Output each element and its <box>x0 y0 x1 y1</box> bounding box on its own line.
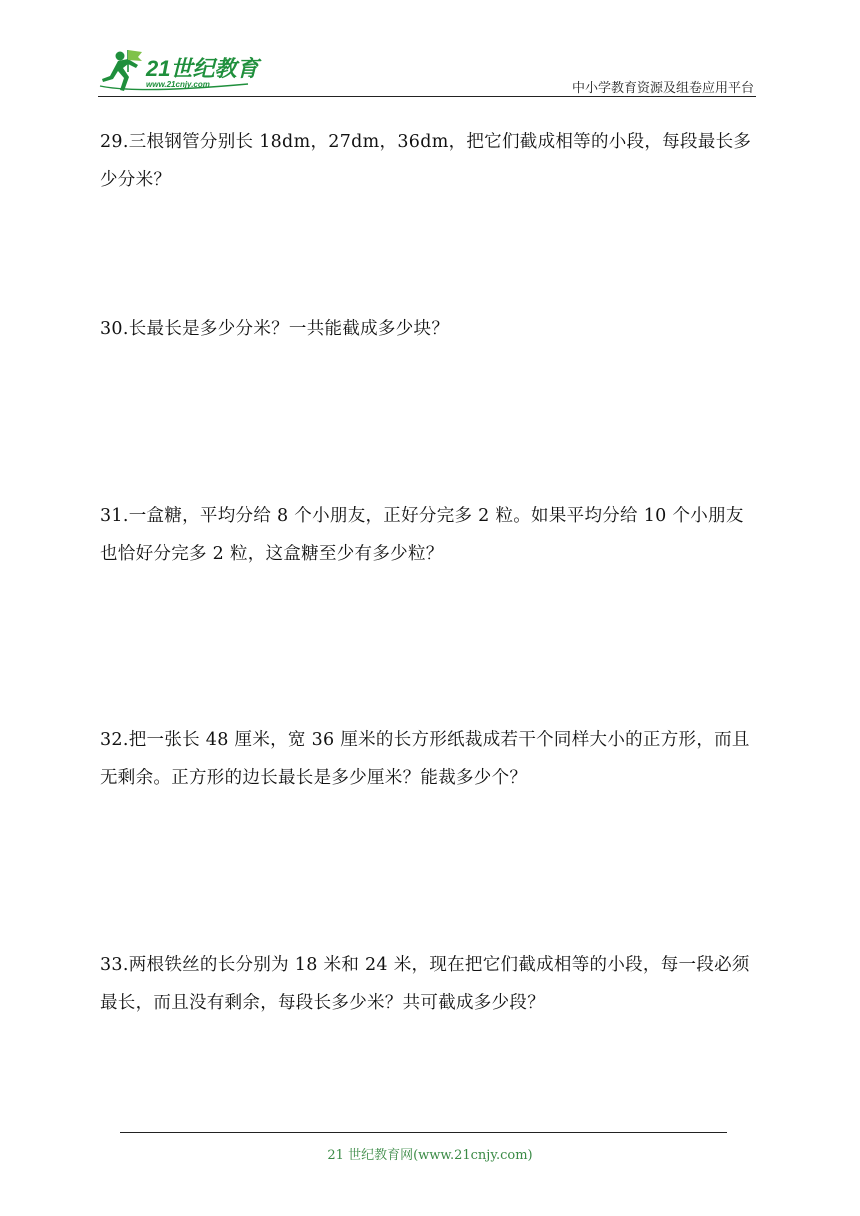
question-29: 29.三根钢管分别长 18dm，27dm，36dm，把它们截成相等的小段，每段最长多少分米？ <box>100 132 752 190</box>
brand-logo <box>98 46 268 96</box>
header-tagline: 中小学教育资源及组卷应用平台 <box>571 81 754 96</box>
logo-url: www.21cnjy.com <box>146 80 210 89</box>
question-31: 31.一盒糖，平均分给 8 个小朋友，正好分完多 2 粒。如果平均分给 10 个小朋友也恰好分完多 2 粒，这盒糖至少有多少粒？ <box>100 506 744 564</box>
question-32: 32.把一张长 48 厘米，宽 36 厘米的长方形纸裁成若干个同样大小的正方形，而且无剩余。正方形的边长最长是多少厘米？能裁多少个？ <box>100 730 750 788</box>
question-33: 33.两根铁丝的长分别为 18 米和 24 米，现在把它们截成相等的小段，每一段必须最长，而且没有剩余，每段长多少米？共可截成多少段？ <box>100 955 750 1013</box>
footer-divider <box>120 1132 727 1133</box>
header-divider <box>98 96 756 97</box>
footer-text: 21 世纪教育网(www.21cnjy.com) <box>327 1148 533 1163</box>
page-header <box>98 40 756 98</box>
question-30: 30.长最长是多少分米？一共能截成多少块？ <box>100 319 450 339</box>
logo-wordmark: 21世纪教育 <box>146 56 259 81</box>
